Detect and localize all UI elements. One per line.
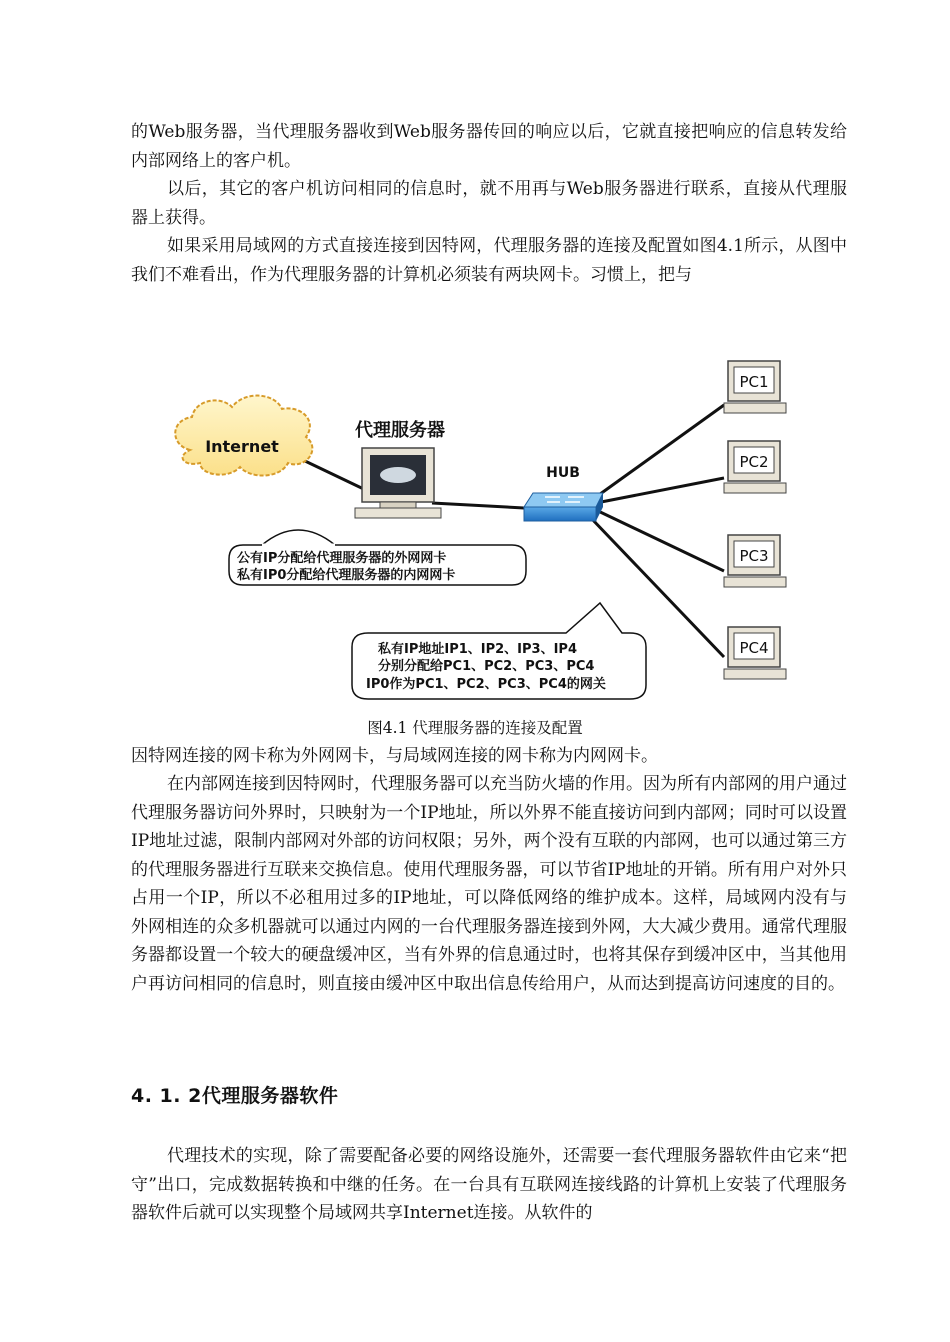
paragraph-3: 如果采用局域网的方式直接连接到因特网，代理服务器的连接及配置如图4.1所示，从图中我们不难看出，作为代理服务器的计算机必须装有两块网卡。习惯上，把与 (131, 236, 847, 285)
internet-label: Internet (205, 437, 279, 456)
pc-callout-line-1: 私有IP地址IP1、IP2、IP3、IP4 (378, 642, 578, 657)
paragraph-6: 代理技术的实现，除了需要配备必要的网络设施外，还需要一套代理服务器软件由它来“把守”出口，完成数据转换和中继的任务。在一台具有互联网连接线路的计算机上安装了代理服务器软件后就可以实现整个局域网共享Internet连接。从软件的 (131, 1146, 847, 1223)
pc3-label: PC3 (739, 547, 769, 565)
pc3-computer-icon (724, 535, 786, 587)
proxy-callout-line-2: 私有IP0分配给代理服务器的内网网卡 (237, 568, 456, 583)
network-diagram (0, 345, 950, 705)
proxy-server-label: 代理服务器 (355, 420, 445, 441)
pc4-computer-icon (724, 627, 786, 679)
proxy-nic-callout (229, 530, 526, 585)
hub-switch-icon (524, 493, 603, 521)
pc4-label: PC4 (739, 639, 769, 657)
pc-ip-callout (352, 603, 646, 699)
pc-callout-line-3: IP0作为PC1、PC2、PC3、PC4的网关 (366, 677, 606, 692)
figure-caption: 图4.1 代理服务器的连接及配置 (367, 719, 583, 737)
pc2-label: PC2 (739, 453, 769, 471)
paragraph-2: 以后，其它的客户机访问相同的信息时，就不用再与Web服务器进行联系，直接从代理服器上获得。 (131, 179, 847, 228)
proxy-server-computer-icon (355, 448, 441, 518)
paragraph-4: 因特网连接的网卡称为外网网卡，与局域网连接的网卡称为内网网卡。 (131, 746, 658, 766)
paragraph-1: 的Web服务器，当代理服务器收到Web服务器传回的响应以后，它就直接把响应的信息转发给内部网络上的客户机。 (131, 122, 847, 171)
pc-callout-line-2: 分别分配给PC1、PC2、PC3、PC4 (378, 659, 595, 674)
hub-label: HUB (546, 465, 580, 481)
pc2-computer-icon (724, 441, 786, 493)
proxy-callout-line-1: 公有IP分配给代理服务器的外网网卡 (237, 551, 447, 566)
internet-cloud-icon (175, 396, 312, 476)
paragraph-5: 在内部网连接到因特网时，代理服务器可以充当防火墙的作用。因为所有内部网的用户通过代理服务器访问外界时，只映射为一个IP地址，所以外界不能直接访问到内部网；同时可以设置IP地址过滤，限制内部网对外部的访问权限；另外，两个没有互联的内部网，也可以通过第三方的代理服务器进行互联来交换信息。使用代理服务器，可以节省IP地址的开销。所有用户对外只占用一个IP，所以不必租用过多的IP地址，可以降低网络的维护成本。这样，局域网内没有与外网相连的众多机器就可以通过内网的一台代理服务器连接到外网，大大减少费用。通常代理服务器都设置一个较大的硬盘缓冲区，当有外界的信息通过时，也将其保存到缓冲区中，当其他用户再访问相同的信息时，则直接由缓冲区中取出信息传给用户，从而达到提高访问速度的目的。 (131, 774, 847, 994)
section-heading: 4. 1. 2代理服务器软件 (131, 1085, 339, 1107)
pc1-label: PC1 (739, 373, 769, 391)
pc1-computer-icon (724, 361, 786, 413)
